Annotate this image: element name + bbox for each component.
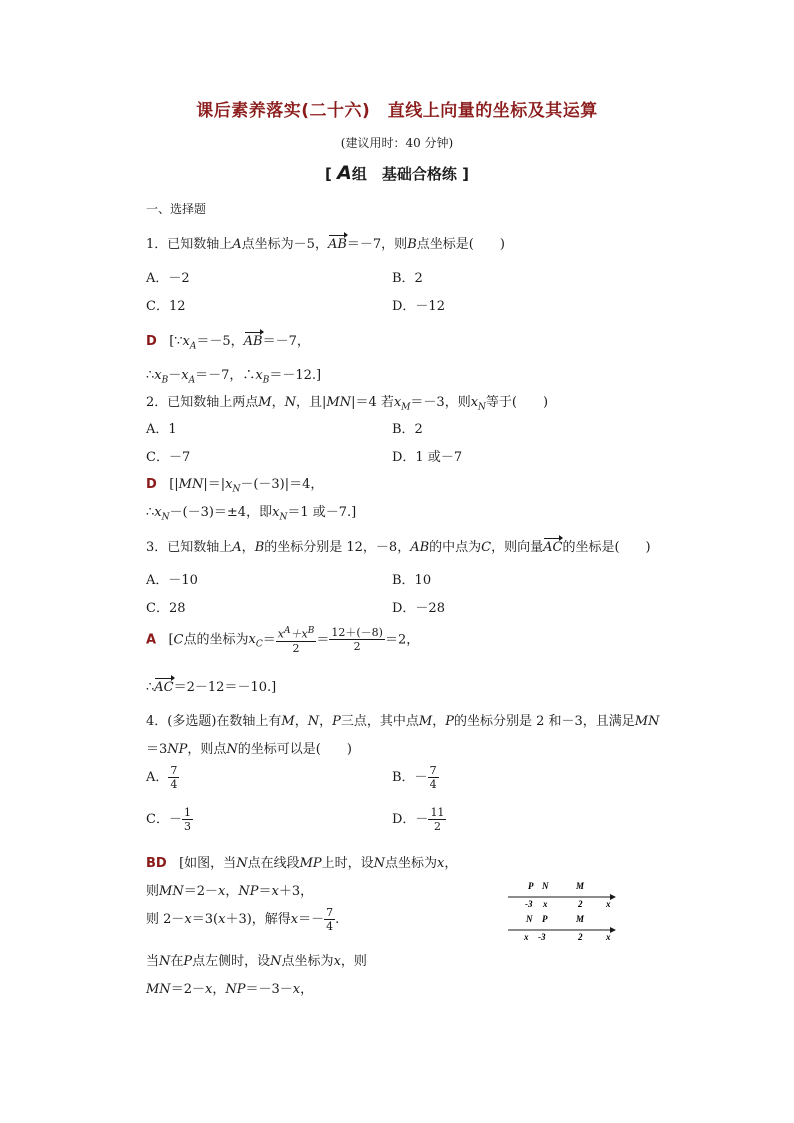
tick-label: 2 — [578, 899, 583, 909]
arrow-head — [610, 927, 616, 933]
q3-option-d: D．－28 — [392, 601, 445, 616]
var: M — [258, 395, 272, 410]
var: x — [333, 954, 341, 969]
text: ＝－5， — [196, 334, 244, 349]
var: P — [183, 954, 193, 969]
text: 在 — [170, 954, 184, 969]
text: 1．已知数轴上 — [146, 237, 233, 252]
text: 的坐标是( ) — [562, 540, 651, 555]
var: N — [270, 954, 282, 969]
label-n: N — [526, 914, 533, 924]
vector-ab: AB — [243, 334, 263, 349]
q3-answer: A — [146, 632, 157, 648]
q3-option-c: C．28 — [146, 601, 186, 616]
var: MN — [159, 884, 184, 899]
var: N — [307, 714, 320, 729]
text: 点坐标为 — [281, 954, 334, 969]
var-a: A — [232, 237, 242, 252]
var: P — [332, 714, 341, 729]
text: ＝2－ — [183, 884, 218, 899]
text: ＝－12.] — [269, 368, 322, 383]
tick-label: x — [606, 932, 611, 942]
label-p: P — [542, 914, 548, 924]
text: 点坐标为－5， — [241, 237, 328, 252]
bracket-left: [ — [325, 165, 338, 183]
text: A． — [146, 770, 169, 785]
q2-option-b: B．2 — [392, 422, 423, 437]
var: N — [373, 856, 386, 871]
var: $x_B$ — [154, 368, 169, 386]
text: ＝－7，则 — [346, 237, 408, 252]
q4-option-c — [146, 806, 193, 833]
var: $x_N$ — [470, 395, 486, 413]
text: D．－ — [392, 812, 429, 827]
text: 三点，其中点 — [340, 714, 419, 729]
var: M — [281, 714, 295, 729]
q3-solution-line2: ∴AC＝2－12＝－10.] — [146, 680, 277, 695]
label-m: M — [576, 914, 585, 924]
group-letter: A — [337, 162, 352, 184]
frac-den: 3 — [183, 820, 191, 833]
var: A — [232, 540, 242, 555]
text: 当 — [146, 954, 160, 969]
q3-option-b: B．10 — [392, 573, 432, 588]
label-n: N — [542, 881, 549, 891]
q3-option-a: A．－10 — [146, 573, 198, 588]
text: ＋3)，解得 — [225, 912, 291, 927]
text: 的坐标分别是 12，－8， — [264, 540, 411, 555]
text: ＝－3－ — [245, 982, 293, 997]
var: x — [217, 884, 226, 899]
text: 点左侧时，设 — [192, 954, 271, 969]
tick-label: x — [524, 932, 529, 942]
var: MN — [326, 395, 352, 410]
text: ，且| — [295, 395, 327, 410]
var: MP — [299, 856, 322, 871]
vector-ac: AC — [543, 540, 563, 555]
fraction — [329, 626, 385, 653]
var: B — [254, 540, 265, 555]
fraction — [428, 764, 439, 791]
text: ＝3 — [146, 742, 168, 757]
q2-option-c: C．－7 — [146, 450, 191, 465]
text: [∵ — [169, 334, 183, 349]
text: 点坐标为 — [385, 856, 438, 871]
frac-num: 11 — [430, 806, 445, 819]
q2-option-a: A．1 — [146, 422, 177, 437]
var: NP — [238, 884, 259, 899]
var: N — [226, 742, 238, 757]
var: MN — [146, 982, 171, 997]
text: ，则 — [340, 954, 367, 969]
var: MN — [178, 477, 204, 492]
label-p: P — [528, 881, 534, 891]
text: ， — [225, 884, 239, 899]
page-subtitle: (建议用时：40 分钟) — [340, 136, 454, 150]
q2-solution-line1: D [$|MN|=|x_N-(-3)|=4$， — [146, 477, 324, 495]
text: 2．已知数轴上两点 — [146, 395, 259, 410]
frac-num: $x^A+x^B$ — [277, 626, 315, 641]
var: x — [292, 982, 301, 997]
q1-answer: D — [146, 334, 157, 349]
var: $x_M$ — [393, 395, 411, 413]
bracket-right: ] — [456, 165, 469, 183]
text: ＝2－ — [170, 982, 205, 997]
frac-num: 7 — [170, 764, 178, 777]
q4-solution-line3: 则 2－x＝3(x＋3)，解得x＝－ $\frac{7}{4}$ . — [146, 906, 340, 933]
text: ＝－3，则 — [410, 395, 471, 410]
q1-option-d: D．－12 — [392, 299, 445, 314]
frac-den: 2 — [353, 640, 361, 654]
frac-num: 7 — [429, 764, 437, 777]
var: $x_A$ — [181, 368, 196, 386]
var: $x_N$ — [154, 505, 170, 523]
var: AB — [410, 540, 430, 555]
text: 的坐标可以是( ) — [237, 742, 352, 757]
text: ， — [300, 982, 314, 997]
q1-stem — [146, 233, 505, 252]
text: 则 2－ — [146, 912, 185, 927]
text: 3．已知数轴上 — [146, 540, 233, 555]
var: NP — [225, 982, 246, 997]
frac-den: 2 — [433, 820, 441, 833]
text: ，则向量 — [491, 540, 544, 555]
var: $x_N$ — [225, 477, 241, 495]
section-heading: 一、选择题 — [146, 202, 207, 216]
text: ＝3( — [191, 912, 219, 927]
var: x — [218, 912, 226, 927]
var: N — [159, 954, 171, 969]
text: [ — [168, 632, 174, 648]
var: C — [173, 632, 184, 648]
text: 点坐标是( ) — [416, 237, 505, 252]
text: C．－ — [146, 812, 182, 827]
text: ＋3， — [278, 884, 314, 899]
tick-label: -3 — [525, 899, 533, 909]
frac-num: 1 — [183, 806, 191, 819]
fraction — [276, 625, 317, 655]
q3-stem: 3．已知数轴上A，B的坐标分别是 12，－8，AB的中点为C，则向量AC的坐标是( ) — [146, 540, 651, 555]
q1-solution-line1 — [146, 330, 310, 352]
var-b: B — [407, 237, 417, 252]
text: ＝－7，∴ — [195, 368, 256, 383]
var: $x_A$ — [182, 334, 197, 352]
text: ＝－7， — [262, 334, 310, 349]
frac-num: 12＋(－8) — [331, 626, 383, 640]
text: 4．(多选题)在数轴上有 — [146, 714, 282, 729]
text: 的中点为 — [429, 540, 482, 555]
text: 点的坐标为 — [183, 632, 249, 648]
var: N — [284, 395, 296, 410]
text: －(－3)|＝4， — [240, 477, 324, 492]
var: M — [418, 714, 433, 729]
var: MN — [634, 714, 660, 729]
q2-stem: 2．已知数轴上两点M，N，且|MN|＝4 若$x_M=-3$，则$x_N$等于( ) — [146, 395, 549, 413]
q4-stem-line2 — [146, 738, 352, 757]
var: x — [437, 856, 445, 871]
text: [如图，当 — [179, 856, 237, 871]
frac-num: 7 — [326, 906, 334, 919]
var: $x_N$ — [272, 505, 288, 523]
tick-label: -3 — [538, 932, 546, 942]
q4-solution-line4 — [146, 950, 367, 969]
q4-option-b — [392, 764, 439, 791]
frac-den: 4 — [429, 778, 437, 791]
fraction — [428, 806, 446, 833]
text: 上时，设 — [321, 856, 374, 871]
text: 等于( ) — [485, 395, 549, 410]
text: 点在线段 — [247, 856, 300, 871]
page-title: 课后素养落实(二十六) 直线上向量的坐标及其运算 — [196, 101, 598, 121]
text: B．－ — [392, 770, 428, 785]
q1-solution-line2: $\therefore x_B-x_A=-7$，$\therefore x_B=-12$.] — [146, 368, 322, 386]
vector-ab: AB — [327, 237, 347, 252]
var: $x_C$ — [248, 632, 263, 650]
q4-option-d — [392, 806, 446, 833]
text: ＝1 或－7.] — [287, 505, 357, 520]
frac-den: 4 — [326, 920, 334, 933]
label-m: M — [576, 881, 585, 891]
text: ＝2， — [384, 632, 420, 648]
text: －(－3)＝±4，即 — [169, 505, 273, 520]
var: x — [204, 982, 213, 997]
number-line-diagram — [506, 876, 618, 944]
frac-den: 2 — [292, 641, 300, 655]
fraction — [182, 806, 193, 833]
text: 的坐标分别是 2 和－3，且满足 — [453, 714, 635, 729]
var: N — [236, 856, 248, 871]
q1-option-c: C．12 — [146, 299, 186, 314]
q4-solution-line1: BD [如图，当N点在线段MP上时，设N点坐标为x， — [146, 856, 458, 871]
text: ， — [212, 982, 226, 997]
text: ＝ — [258, 884, 272, 899]
q2-answer: D — [146, 477, 157, 492]
var: C — [481, 540, 492, 555]
vector-ac: AC — [154, 680, 174, 695]
q1-option-a: A．－2 — [146, 271, 190, 286]
var: x — [290, 912, 299, 927]
fraction — [324, 906, 335, 933]
fraction — [168, 764, 179, 791]
tick-label: 2 — [578, 932, 583, 942]
var: $x_B$ — [255, 368, 270, 386]
var: P — [445, 714, 454, 729]
group-heading — [0, 162, 794, 184]
q3-solution-line1: A [C点的坐标为$x_C=$ $\frac{x^A+x^B}{2}$ ＝ $\frac{12+(-8)}{2}$ ＝2， — [146, 626, 420, 655]
text: ＝－ — [298, 912, 325, 927]
q4-option-a — [146, 764, 179, 791]
tick-label: x — [606, 899, 611, 909]
var: x — [184, 912, 192, 927]
q4-answer: BD — [146, 856, 167, 871]
q4-stem-line1: 4．(多选题)在数轴上有M，N，P三点，其中点M，P的坐标分别是 2 和－3，且满足MN — [146, 714, 660, 729]
q4-solution-line5 — [146, 978, 313, 997]
var: x — [271, 884, 279, 899]
text: ，则点 — [187, 742, 227, 757]
q4-solution-line2: 则MN＝2－x，NP＝x＋3， — [146, 884, 314, 899]
text: |＝4 若 — [351, 395, 394, 410]
arrow-head — [610, 894, 616, 900]
q1-option-b: B．2 — [392, 271, 423, 286]
frac-den: 4 — [170, 778, 178, 791]
var: NP — [167, 742, 188, 757]
group-label: 组 基础合格练 — [351, 165, 457, 183]
text: ＝2－12＝－10.] — [173, 680, 277, 695]
tick-label: x — [543, 899, 548, 909]
q2-solution-line2: $\therefore x_N-(-3)=\pm 4$，即$x_N=1$ 或－7.] — [146, 505, 357, 523]
q2-option-d: D．1 或－7 — [392, 450, 463, 465]
